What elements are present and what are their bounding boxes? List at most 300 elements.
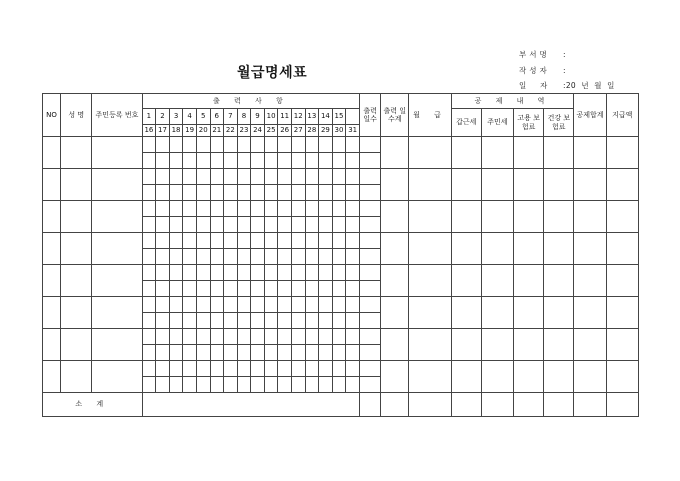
attendance-cell [237,137,251,153]
employee-row [43,169,639,185]
attendance-cell [291,185,305,201]
days-cell [360,297,381,313]
attendance-cell [291,249,305,265]
attendance-cell [169,249,183,265]
attendance-cell [319,329,333,345]
total-days-cell [381,137,409,169]
attendance-cell [305,361,319,377]
header-days: 출력 일수 [360,94,381,137]
salary-cell [409,297,451,329]
attendance-cell [237,297,251,313]
attendance-cell [169,233,183,249]
day-header-cell: 16 [142,125,156,137]
employee-resident-no-cell [92,329,142,361]
attendance-cell [169,185,183,201]
attendance-cell [319,249,333,265]
attendance-cell [346,265,360,281]
days-cell [360,153,381,169]
deduction-total-cell [574,169,606,201]
attendance-cell [169,329,183,345]
attendance-cell [142,185,156,201]
days-cell [360,345,381,361]
employee-resident-no-cell [92,233,142,265]
total-days-cell [381,201,409,233]
summary-attendance-cell [142,393,359,417]
attendance-cell [156,217,170,233]
attendance-cell [183,313,197,329]
attendance-cell [291,169,305,185]
net-pay-cell [606,361,638,393]
attendance-cell [142,265,156,281]
day-header-cell: 27 [291,125,305,137]
employee-name-cell [61,297,92,329]
attendance-cell [224,153,238,169]
day-header-cell: 20 [196,125,210,137]
attendance-cell [319,313,333,329]
attendance-cell [156,329,170,345]
attendance-cell [278,249,292,265]
attendance-cell [291,217,305,233]
summary-deduction-total-cell [574,393,606,417]
days-cell [360,249,381,265]
attendance-cell [183,201,197,217]
attendance-cell [224,201,238,217]
salary-cell [409,169,451,201]
resident-tax-cell [481,169,513,201]
income-tax-cell [451,233,481,265]
employment-insurance-cell [514,233,544,265]
writer-field [519,65,566,76]
attendance-cell [251,313,265,329]
attendance-cell [291,233,305,249]
attendance-cell [278,201,292,217]
attendance-cell [237,377,251,393]
attendance-cell [332,281,346,297]
attendance-cell [196,201,210,217]
date-label: 일 자 [519,81,548,90]
income-tax-cell [451,201,481,233]
attendance-cell [183,345,197,361]
resident-tax-cell [481,137,513,169]
attendance-cell [346,345,360,361]
day-header-cell: 17 [156,125,170,137]
total-days-cell [381,233,409,265]
attendance-cell [183,297,197,313]
day-header-cell: 10 [264,109,278,125]
attendance-cell [264,169,278,185]
attendance-cell [264,233,278,249]
attendance-cell [346,361,360,377]
income-tax-cell [451,169,481,201]
attendance-cell [291,265,305,281]
attendance-cell [305,249,319,265]
header-deduction-total: 공제합계 [574,94,606,137]
attendance-cell [291,201,305,217]
attendance-cell [224,249,238,265]
attendance-cell [210,233,224,249]
total-days-cell [381,265,409,297]
attendance-cell [142,313,156,329]
health-insurance-cell [544,329,574,361]
attendance-cell [142,329,156,345]
attendance-cell [346,249,360,265]
attendance-cell [196,297,210,313]
department-value: : [563,50,566,59]
attendance-cell [332,265,346,281]
attendance-cell [142,201,156,217]
attendance-cell [210,377,224,393]
attendance-cell [332,137,346,153]
attendance-cell [169,169,183,185]
attendance-cell [237,249,251,265]
attendance-cell [169,297,183,313]
attendance-cell [305,329,319,345]
summary-resident-tax-cell [481,393,513,417]
attendance-cell [346,169,360,185]
attendance-cell [196,153,210,169]
attendance-cell [142,345,156,361]
attendance-cell [346,153,360,169]
attendance-cell [224,169,238,185]
employee-no-cell [43,265,61,297]
attendance-cell [196,313,210,329]
deduction-total-cell [574,361,606,393]
day-header-cell: 19 [183,125,197,137]
days-cell [360,377,381,393]
net-pay-cell [606,329,638,361]
attendance-cell [224,329,238,345]
attendance-cell [264,361,278,377]
attendance-cell [278,281,292,297]
attendance-cell [142,233,156,249]
attendance-cell [264,377,278,393]
attendance-cell [210,249,224,265]
days-cell [360,313,381,329]
employee-name-cell [61,233,92,265]
attendance-cell [305,233,319,249]
attendance-cell [142,377,156,393]
attendance-cell [278,185,292,201]
attendance-cell [319,201,333,217]
attendance-cell [169,313,183,329]
attendance-cell [183,233,197,249]
salary-cell [409,361,451,393]
attendance-cell [142,361,156,377]
attendance-cell [264,153,278,169]
attendance-cell [251,329,265,345]
attendance-cell [237,281,251,297]
attendance-cell [210,313,224,329]
salary-cell [409,201,451,233]
attendance-cell [196,249,210,265]
attendance-cell [224,265,238,281]
attendance-cell [305,313,319,329]
attendance-cell [196,185,210,201]
attendance-cell [291,377,305,393]
attendance-cell [346,297,360,313]
attendance-cell [210,217,224,233]
attendance-cell [237,361,251,377]
attendance-cell [196,217,210,233]
attendance-cell [251,169,265,185]
resident-tax-cell [481,201,513,233]
days-cell [360,201,381,217]
employee-row [43,233,639,249]
header-deductions: 공 제 내 역 [451,94,574,109]
attendance-cell [156,265,170,281]
attendance-cell [196,265,210,281]
attendance-cell [278,329,292,345]
attendance-cell [346,185,360,201]
attendance-cell [210,329,224,345]
health-insurance-cell [544,297,574,329]
day-header-cell: 31 [346,125,360,137]
page-title: 월급명세표 [237,65,308,81]
attendance-cell [156,201,170,217]
attendance-cell [346,313,360,329]
day-header-blank [346,109,360,125]
attendance-cell [196,361,210,377]
day-header-cell: 3 [169,109,183,125]
attendance-cell [346,217,360,233]
attendance-cell [183,249,197,265]
attendance-cell [183,169,197,185]
attendance-cell [169,345,183,361]
employee-row [43,265,639,281]
attendance-cell [291,313,305,329]
attendance-cell [332,169,346,185]
attendance-cell [156,377,170,393]
health-insurance-cell [544,265,574,297]
attendance-cell [305,153,319,169]
employee-row [43,329,639,345]
days-cell [360,233,381,249]
attendance-cell [210,137,224,153]
attendance-cell [278,313,292,329]
summary-label: 소 계 [43,393,143,417]
summary-income-tax-cell [451,393,481,417]
employment-insurance-cell [514,297,544,329]
attendance-cell [224,313,238,329]
day-header-cell: 14 [319,109,333,125]
date-field [519,80,615,91]
attendance-cell [224,185,238,201]
attendance-cell [305,345,319,361]
attendance-cell [156,233,170,249]
attendance-cell [169,217,183,233]
attendance-cell [196,329,210,345]
health-insurance-cell [544,361,574,393]
attendance-cell [237,313,251,329]
attendance-cell [264,217,278,233]
total-days-cell [381,169,409,201]
employee-resident-no-cell [92,297,142,329]
deduction-total-cell [574,329,606,361]
header-salary: 월 급 [409,94,451,137]
employee-name-cell [61,137,92,169]
employee-no-cell [43,361,61,393]
attendance-cell [169,265,183,281]
attendance-cell [305,377,319,393]
attendance-cell [196,169,210,185]
attendance-cell [346,329,360,345]
attendance-cell [332,233,346,249]
attendance-cell [156,313,170,329]
employment-insurance-cell [514,169,544,201]
resident-tax-cell [481,329,513,361]
attendance-cell [224,377,238,393]
attendance-cell [251,281,265,297]
attendance-cell [156,281,170,297]
attendance-cell [291,137,305,153]
date-value: :20 년 월 일 [563,81,615,90]
attendance-cell [169,137,183,153]
attendance-cell [183,217,197,233]
day-header-cell: 8 [237,109,251,125]
employee-resident-no-cell [92,201,142,233]
day-header-cell: 5 [196,109,210,125]
attendance-cell [346,137,360,153]
employee-resident-no-cell [92,361,142,393]
attendance-cell [196,281,210,297]
attendance-cell [278,169,292,185]
day-header-cell: 4 [183,109,197,125]
attendance-cell [169,281,183,297]
attendance-cell [183,377,197,393]
income-tax-cell [451,297,481,329]
department-label: 부 서 명 [519,50,548,59]
net-pay-cell [606,169,638,201]
employee-resident-no-cell [92,169,142,201]
income-tax-cell [451,137,481,169]
summary-days-cell [360,393,381,417]
attendance-cell [183,329,197,345]
attendance-cell [183,185,197,201]
attendance-cell [264,297,278,313]
employee-no-cell [43,297,61,329]
attendance-cell [251,153,265,169]
attendance-cell [224,217,238,233]
writer-value: : [563,66,566,75]
salary-cell [409,137,451,169]
attendance-cell [224,233,238,249]
attendance-cell [264,249,278,265]
attendance-cell [291,329,305,345]
summary-net-pay-cell [606,393,638,417]
payroll-table [42,93,639,417]
employee-name-cell [61,201,92,233]
attendance-cell [346,201,360,217]
attendance-cell [319,153,333,169]
day-header-cell: 13 [305,109,319,125]
attendance-cell [305,201,319,217]
employee-row [43,361,639,377]
health-insurance-cell [544,169,574,201]
employment-insurance-cell [514,329,544,361]
attendance-cell [142,153,156,169]
attendance-cell [156,249,170,265]
attendance-cell [291,361,305,377]
attendance-cell [319,233,333,249]
employee-row [43,201,639,217]
day-header-cell: 21 [210,125,224,137]
attendance-cell [237,153,251,169]
attendance-cell [251,377,265,393]
attendance-cell [142,281,156,297]
attendance-cell [224,137,238,153]
net-pay-cell [606,233,638,265]
attendance-cell [264,185,278,201]
day-header-cell: 28 [305,125,319,137]
attendance-cell [346,377,360,393]
attendance-cell [319,281,333,297]
day-header-cell: 2 [156,109,170,125]
attendance-cell [183,153,197,169]
header-no: NO [43,94,61,137]
header-name: 성 명 [61,94,92,137]
days-cell [360,185,381,201]
day-header-cell: 12 [291,109,305,125]
attendance-cell [305,169,319,185]
days-cell [360,281,381,297]
attendance-cell [319,361,333,377]
attendance-cell [142,217,156,233]
attendance-cell [251,297,265,313]
attendance-cell [278,233,292,249]
total-days-cell [381,329,409,361]
attendance-cell [319,297,333,313]
attendance-cell [237,169,251,185]
deduction-total-cell [574,233,606,265]
employee-no-cell [43,201,61,233]
attendance-cell [291,281,305,297]
header-net-pay: 지급액 [606,94,638,137]
day-header-cell: 30 [332,125,346,137]
employee-name-cell [61,169,92,201]
attendance-cell [237,201,251,217]
attendance-cell [305,185,319,201]
net-pay-cell [606,201,638,233]
attendance-cell [278,297,292,313]
days-cell [360,169,381,185]
attendance-cell [332,377,346,393]
attendance-cell [264,313,278,329]
attendance-cell [251,345,265,361]
header-income-tax: 갑근세 [451,109,481,137]
employment-insurance-cell [514,265,544,297]
attendance-cell [332,361,346,377]
attendance-cell [264,345,278,361]
salary-cell [409,329,451,361]
attendance-cell [346,281,360,297]
attendance-cell [142,297,156,313]
attendance-cell [210,361,224,377]
attendance-cell [305,217,319,233]
resident-tax-cell [481,361,513,393]
attendance-cell [291,153,305,169]
attendance-cell [210,185,224,201]
writer-label: 작 성 자 [519,66,548,75]
attendance-cell [251,185,265,201]
attendance-cell [332,217,346,233]
attendance-cell [319,377,333,393]
employee-name-cell [61,265,92,297]
employee-no-cell [43,137,61,169]
attendance-cell [237,185,251,201]
attendance-cell [346,233,360,249]
attendance-cell [224,281,238,297]
employee-row [43,297,639,313]
